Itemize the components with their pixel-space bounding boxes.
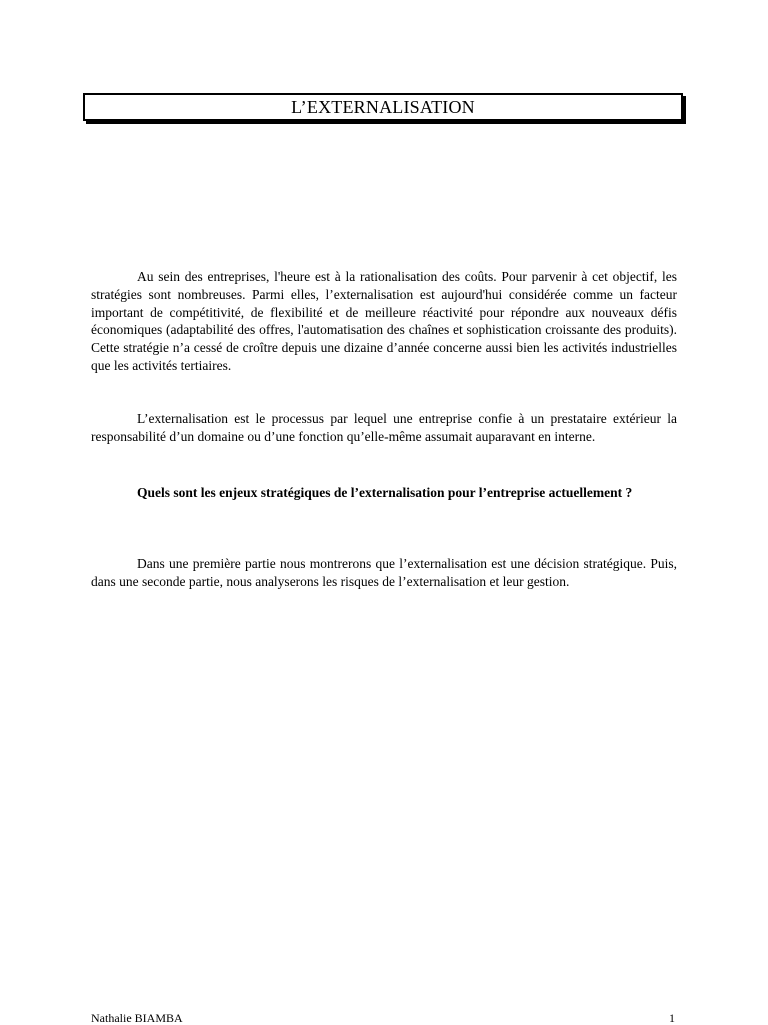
footer-author: Nathalie BIAMBA xyxy=(91,1011,183,1025)
paragraph-definition xyxy=(91,410,677,446)
paragraph-text: L’externalisation est le processus par lequel une entreprise confie à un prestataire extérieur la responsabilité d’un domaine ou d’une fonction qu’elle-même assumait auparavant en interne. xyxy=(91,411,677,444)
paragraph-text: Au sein des entreprises, l'heure est à la rationalisation des coûts. Pour parvenir à cet objectif, les stratégies sont nombreuses. Parmi elles, l’externalisation est aujourd'hui considérée comme un facteur important de compétitivité, de flexibilité et de meilleure réactivité pour répondre aux nouveaux défis économiques (adaptabilité des offres, l'automatisation des chaînes et sophistication croissante des produits). Cette stratégie n’a cessé de croître depuis une dizaine d’année concerne aussi bien les activités industrielles que les activités tertiaires. xyxy=(91,269,677,373)
paragraph-plan xyxy=(91,555,677,591)
paragraph-text: Quels sont les enjeux stratégiques de l’externalisation pour l’entreprise actuellement ? xyxy=(137,485,633,500)
footer-page-number: 1 xyxy=(669,1011,675,1025)
document-title: L’EXTERNALISATION xyxy=(291,97,475,117)
paragraph-introduction xyxy=(91,268,677,375)
paragraph-problematic-question xyxy=(91,484,677,502)
title-box xyxy=(83,93,683,121)
paragraph-text: Dans une première partie nous montrerons que l’externalisation est une décision stratégique. Puis, dans une seconde partie, nous analyserons les risques de l’externalisation et leur gestion. xyxy=(91,556,677,589)
